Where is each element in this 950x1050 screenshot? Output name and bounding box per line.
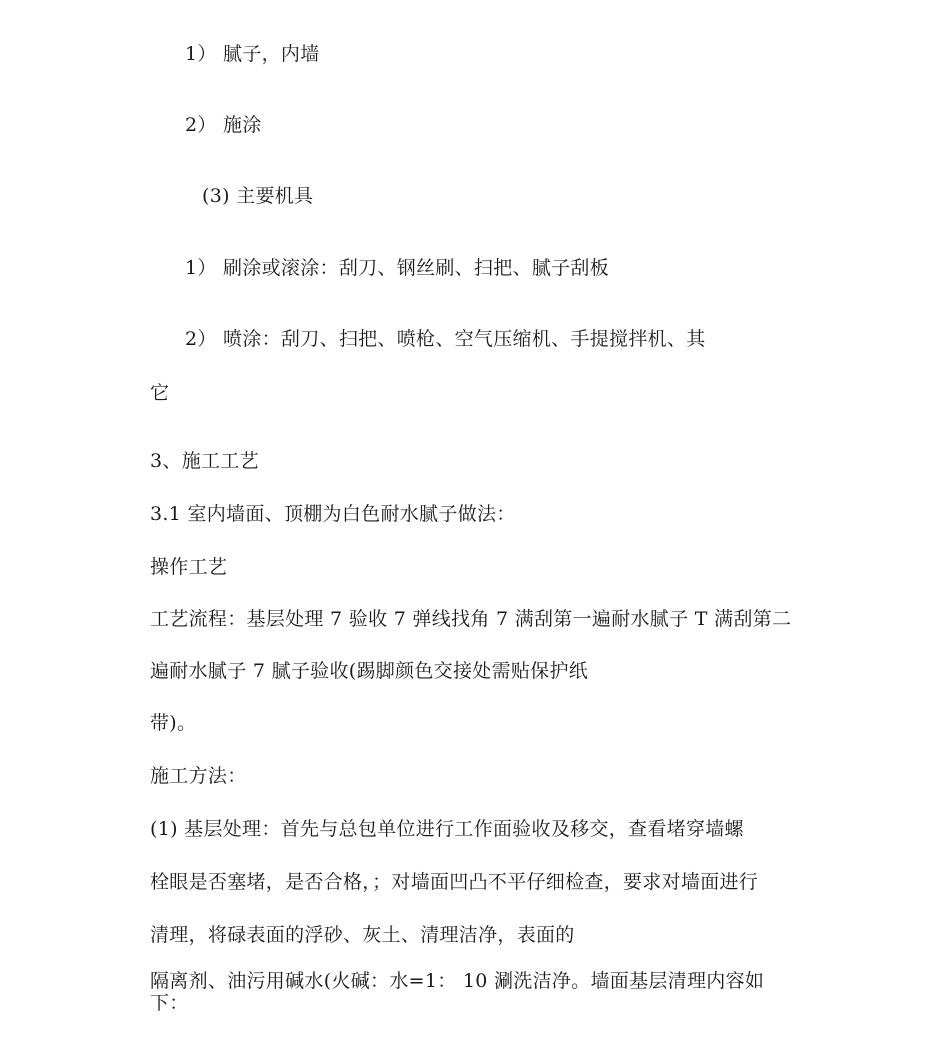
paragraph-base-treatment-cleaning: 清理，将碌表面的浮砂、灰土、清理洁净，表面的 <box>150 924 575 946</box>
paragraph-base-treatment-continued: 栓眼是否塞堵，是否合格，；对墙面凹凸不平仔细检查，要求对墙面进行 <box>150 871 759 893</box>
list-item-brush-roll-tools: 1） 刷涂或滚涂：刮刀、钢丝刷、扫把、腻子刮板 <box>185 257 610 279</box>
paragraph-process-flow: 工艺流程：基层处理 7 验收 7 弹线找角 7 满刮第一遍耐水腻子 T 满刮第二 <box>150 608 792 630</box>
paragraph-operation-process: 操作工艺 <box>150 556 228 578</box>
paragraph-process-flow-end: 带)。 <box>150 712 197 734</box>
list-item-spray-tools: 2） 喷涂：刮刀、扫把、喷枪、空气压缩机、手提搅拌机、其 <box>185 328 706 350</box>
paragraph-base-treatment-alkali: 隔离剂、油污用碱水(火碱：水=1： 10 涮洗洁净。墙面基层清理内容如下： <box>150 970 765 1014</box>
paragraph-base-treatment: (1) 基层处理：首先与总包单位进行工作面验收及移交，查看堵穿墙螺 <box>150 818 744 840</box>
list-item-spray-tools-continued: 它 <box>150 382 170 404</box>
list-item-putty-interior-wall: 1） 腻子，内墙 <box>185 43 320 65</box>
section-heading-main-tools: (3) 主要机具 <box>202 185 314 207</box>
list-item-application: 2） 施涂 <box>185 114 262 136</box>
paragraph-process-flow-continued: 遍耐水腻子 7 腻子验收(踢脚颜色交接处需贴保护纸 <box>150 660 589 682</box>
section-heading-construction-process: 3、施工工艺 <box>150 450 259 472</box>
subsection-heading-3-1: 3.1 室内墙面、顶棚为白色耐水腻子做法： <box>150 503 516 525</box>
paragraph-construction-method: 施工方法： <box>150 765 247 787</box>
